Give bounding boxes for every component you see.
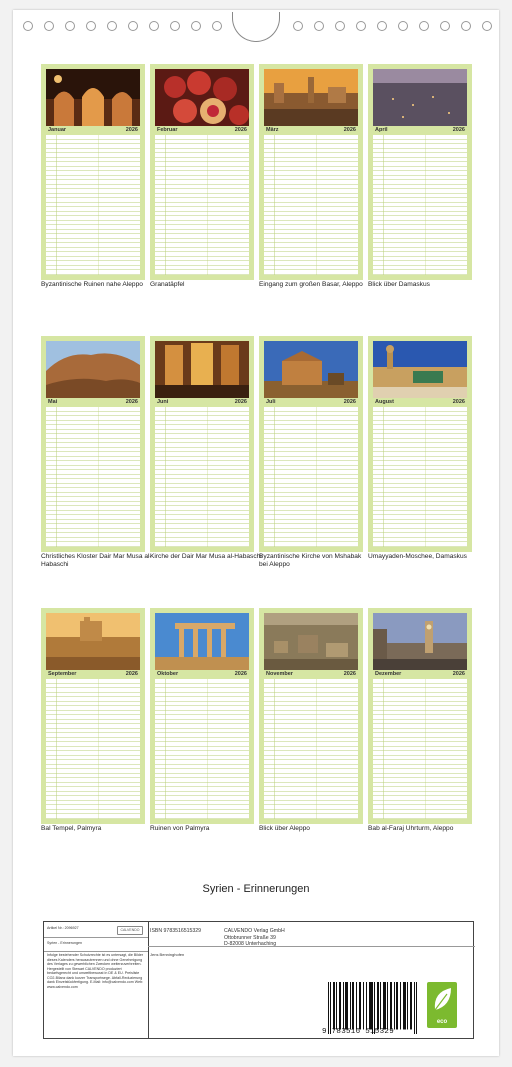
divider — [148, 946, 475, 947]
hanger-cutout — [232, 12, 280, 42]
month-photo — [46, 613, 140, 670]
barcode-number: 9 783516 515329 — [322, 1028, 395, 1036]
author-name: Jens Benninghofen — [150, 952, 185, 957]
month-card — [259, 336, 363, 552]
month-year: 2026 — [452, 127, 465, 133]
month-year: 2026 — [234, 671, 247, 677]
month-photo — [373, 341, 467, 398]
day-grid — [373, 679, 467, 819]
month-caption: Blick über Damaskus — [368, 281, 430, 288]
binding-hole — [191, 21, 201, 31]
month-photo — [373, 69, 467, 126]
month-card — [259, 64, 363, 280]
month-caption: Bab al-Faraj Uhrturm, Aleppo — [368, 825, 454, 832]
month-name: Mai — [48, 399, 58, 405]
month-caption: Ruinen von Palmyra — [150, 825, 210, 832]
month-year: 2026 — [452, 671, 465, 677]
month-photo — [264, 69, 358, 126]
month-year: 2026 — [234, 399, 247, 405]
binding-holes — [13, 18, 499, 38]
barcode — [328, 982, 418, 1034]
month-card — [41, 336, 145, 552]
binding-hole — [149, 21, 159, 31]
month-year: 2026 — [343, 399, 356, 405]
binding-hole — [419, 21, 429, 31]
month-caption: Umayyaden-Moschee, Damaskus — [368, 553, 467, 560]
month-caption: Byzantinische Kirche von Mshabak bei Aleppo — [259, 553, 362, 568]
day-grid — [46, 407, 140, 547]
month-year: 2026 — [125, 127, 138, 133]
day-grid — [155, 679, 249, 819]
month-caption: Bal Tempel, Palmyra — [41, 825, 102, 832]
calendar-title: Syrien - Erinnerungen — [202, 883, 310, 895]
binding-hole — [314, 21, 324, 31]
month-photo — [46, 341, 140, 398]
publisher-name: CALVENDO Verlag GmbH — [224, 928, 285, 934]
month-card — [259, 608, 363, 824]
legal-notice: Infolge bestehender Schutzrechte ist es untersagt, die Bilder dieses Kalenders herauszutrennen und ohne Genehmigung des Verlages zu gewerblichen Zwecken weiterzuverbreiten. Hergestellt von Stewart CALVENDO produziert bedarfsgerecht und umweltbewusst in DE & EU. Preisliste CO2-Bilanz dank kurzer Transportwege. Abfall-Reduzierung dank Einzelstückfertigung. E-Mail: info@calvendo.com Web: www.calvendo.com — [47, 953, 144, 989]
calvendo-logo: CALVENDO — [117, 926, 143, 935]
eco-label: eco — [436, 1019, 448, 1025]
binding-hole — [398, 21, 408, 31]
month-photo — [264, 341, 358, 398]
calendar-sheet — [13, 10, 499, 1056]
month-year: 2026 — [343, 671, 356, 677]
publisher-city: D-82008 Unterhaching — [224, 941, 277, 947]
month-name: September — [48, 671, 77, 677]
binding-hole — [65, 21, 75, 31]
month-name: Oktober — [157, 671, 179, 677]
binding-hole — [482, 21, 492, 31]
month-header — [46, 670, 140, 678]
month-caption: Eingang zum großen Basar, Aleppo — [259, 281, 363, 288]
product-name: Syrien - Erinnerungen — [47, 941, 82, 945]
divider — [44, 937, 148, 938]
publisher-street: Ottobrunner Straße 39 — [224, 934, 276, 941]
month-header — [46, 126, 140, 134]
product-info-box — [43, 921, 474, 1039]
day-grid — [373, 407, 467, 547]
month-name: Juni — [157, 399, 169, 405]
month-year: 2026 — [234, 127, 247, 133]
month-year: 2026 — [125, 399, 138, 405]
month-photo — [46, 69, 140, 126]
month-header — [264, 398, 358, 406]
binding-hole — [335, 21, 345, 31]
month-year: 2026 — [125, 671, 138, 677]
month-card — [150, 608, 254, 824]
eco-badge — [427, 982, 457, 1028]
month-photo — [373, 613, 467, 670]
divider — [44, 951, 148, 952]
month-photo — [155, 613, 249, 670]
binding-hole — [86, 21, 96, 31]
month-header — [264, 670, 358, 678]
day-grid — [46, 135, 140, 275]
month-name: März — [266, 127, 279, 133]
month-caption: Byzantinische Ruinen nahe Aleppo — [41, 281, 143, 288]
month-card — [150, 64, 254, 280]
month-header — [155, 670, 249, 678]
day-grid — [373, 135, 467, 275]
article-number: Artikel Nr.: 2096927 — [47, 926, 79, 930]
month-name: November — [266, 671, 293, 677]
month-photo — [155, 341, 249, 398]
month-name: Januar — [48, 127, 67, 133]
month-name: April — [375, 127, 388, 133]
month-photo — [264, 613, 358, 670]
month-name: Juli — [266, 399, 276, 405]
day-grid — [46, 679, 140, 819]
month-header — [155, 398, 249, 406]
binding-hole — [293, 21, 303, 31]
month-name: Februar — [157, 127, 178, 133]
publisher-address — [224, 928, 285, 948]
month-header — [264, 126, 358, 134]
binding-hole — [44, 21, 54, 31]
month-header — [155, 126, 249, 134]
month-card — [150, 336, 254, 552]
month-photo — [155, 69, 249, 126]
month-header — [46, 398, 140, 406]
binding-hole — [128, 21, 138, 31]
day-grid — [264, 407, 358, 547]
day-grid — [155, 135, 249, 275]
month-caption: Kirche der Dair Mar Musa al-Habaschi — [150, 553, 262, 560]
month-caption: Blick über Aleppo — [259, 825, 310, 832]
month-card — [41, 608, 145, 824]
month-caption: Granatäpfel — [150, 281, 185, 288]
binding-hole — [377, 21, 387, 31]
day-grid — [264, 679, 358, 819]
leaf-icon — [427, 982, 457, 1016]
month-year: 2026 — [452, 399, 465, 405]
month-card — [368, 336, 472, 552]
month-name: Dezember — [375, 671, 402, 677]
binding-hole — [23, 21, 33, 31]
month-header — [373, 398, 467, 406]
binding-hole — [107, 21, 117, 31]
month-card — [368, 608, 472, 824]
isbn: ISBN 9783516515329 — [150, 928, 202, 934]
binding-hole — [212, 21, 222, 31]
month-caption: Christliches Kloster Dair Mar Musa al-Habaschi — [41, 553, 152, 568]
binding-hole — [461, 21, 471, 31]
month-card — [41, 64, 145, 280]
binding-hole — [440, 21, 450, 31]
day-grid — [155, 407, 249, 547]
month-name: August — [375, 399, 394, 405]
month-year: 2026 — [343, 127, 356, 133]
binding-hole — [356, 21, 366, 31]
month-card — [368, 64, 472, 280]
day-grid — [264, 135, 358, 275]
month-header — [373, 670, 467, 678]
product-info-column — [44, 922, 149, 1038]
month-header — [373, 126, 467, 134]
binding-hole — [170, 21, 180, 31]
